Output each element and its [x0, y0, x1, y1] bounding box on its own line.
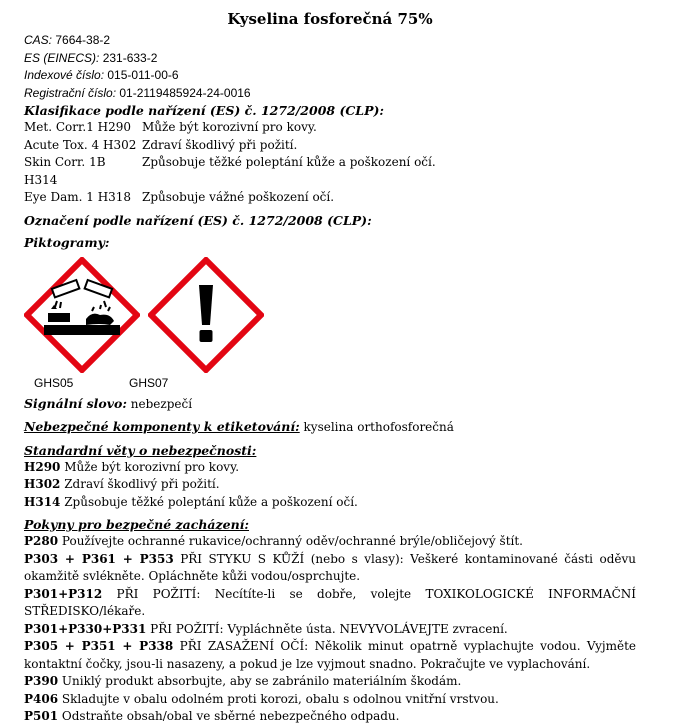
hazardous-components	[24, 418, 636, 437]
precaution-text: Uniklý produkt absorbujte, aby se zabránilo materiálním škodám.	[58, 674, 462, 688]
precaution-text: Používejte ochranné rukavice/ochranný oděv/ochranné brýle/obličejový štít.	[58, 534, 523, 548]
precaution-statement	[24, 691, 636, 709]
precaution-statement	[24, 533, 636, 551]
precaution-code: P501	[24, 709, 59, 723]
hazard-text: Může být korozivní pro kovy.	[60, 459, 240, 474]
id-cas-value: 7664-38-2	[52, 33, 111, 47]
precaution-text: PŘI STYKU S KŮŽÍ (nebo s vlasy): Veškeré kontaminované části oděvu okamžitě svlékněte. Opláchněte kůži vodou/osprchujte.	[24, 551, 636, 583]
id-einecs-value: 231-633-2	[99, 50, 158, 65]
exclamation-icon	[148, 257, 264, 373]
id-cas-key: CAS:	[24, 33, 53, 47]
precaution-statement	[24, 673, 636, 691]
pictogram-labels	[24, 376, 636, 390]
classification-row	[24, 189, 636, 207]
hazard-text: Zdraví škodlivý při požití.	[60, 477, 220, 491]
hazard-statement	[24, 459, 636, 477]
labelling-heading: Označení podle nařízení (ES) č. 1272/2008 (CLP):	[24, 212, 372, 228]
corrosion-icon	[24, 257, 140, 373]
pictograms-heading: Piktogramy:	[24, 234, 110, 250]
id-index	[24, 67, 636, 85]
components-value: kyselina orthofosforečná	[299, 420, 454, 434]
precaution-heading: Pokyny pro bezpečné zacházení:	[24, 517, 250, 532]
precaution-code: P305 + P351 + P338	[24, 639, 174, 653]
hazard-statement	[24, 494, 636, 512]
classification-text: Může být korozivní pro kovy.	[142, 120, 317, 134]
classification-code: Acute Tox. 4 H302	[24, 137, 137, 152]
id-cas	[24, 32, 636, 50]
classification-text: Způsobuje vážné poškození očí.	[142, 190, 335, 204]
hazard-code: H314	[24, 494, 61, 509]
signal-word	[24, 395, 636, 414]
precaution-text: PŘI POŽITÍ: Necítíte-li se dobře, volejte TOXIKOLOGICKÉ INFORMAČNÍ STŘEDISKO/lékaře.	[24, 586, 636, 618]
classification-heading: Klasifikace podle nařízení (ES) č. 1272/2008 (CLP):	[24, 103, 385, 118]
classification-text: Zdraví škodlivý při požití.	[142, 137, 298, 152]
hazard-statement	[24, 476, 636, 494]
id-registration	[24, 85, 636, 103]
precaution-text: PŘI ZASAŽENÍ OČÍ: Několik minut opatrně vyplachujte vodou. Vyjměte kontaktní čočky, jsou-li nasazeny, a pokud je lze vyjmout snadno. Pokračujte ve vyplachování.	[24, 639, 636, 671]
hazard-code: H290	[24, 459, 61, 474]
hazard-heading: Standardní věty o nebezpečnosti:	[24, 442, 257, 458]
pictogram-label-ghs07: GHS07	[129, 375, 169, 390]
precaution-code: P406	[24, 691, 59, 706]
classification-code: Skin Corr. 1B H314	[24, 155, 106, 187]
id-einecs	[24, 50, 636, 68]
classification-text: Způsobuje těžké poleptání kůže a poškození očí.	[142, 155, 436, 169]
signal-value: nebezpečí	[126, 396, 193, 411]
precaution-code: P301+P330+P331	[24, 621, 147, 636]
document-title: Kyselina fosforečná 75%	[227, 10, 433, 28]
precaution-statement	[24, 586, 636, 621]
classification-code: Met. Corr.1 H290	[24, 120, 132, 134]
classification-row	[24, 154, 636, 189]
precaution-statement	[24, 638, 636, 673]
signal-heading: Signální slovo:	[24, 395, 127, 411]
precaution-text: Odstraňte obsah/obal ve sběrné nebezpečného odpadu.	[58, 709, 400, 723]
precaution-code: P303 + P361 + P353	[24, 551, 174, 566]
classification-row	[24, 137, 636, 155]
id-index-value: 015-011-00-6	[104, 68, 179, 82]
components-heading: Nebezpečné komponenty k etiketování:	[24, 419, 300, 434]
precaution-text: Skladujte v obalu odolném proti korozi, obalu s odolnou vnitřní vrstvou.	[58, 691, 499, 706]
id-registration-value: 01-2119485924-24-0016	[116, 85, 251, 100]
precaution-statement	[24, 551, 636, 586]
hazard-text: Způsobuje těžké poleptání kůže a poškození očí.	[60, 494, 358, 509]
classification-code: Eye Dam. 1 H318	[24, 190, 132, 204]
precaution-list	[24, 533, 636, 726]
precaution-code: P390	[24, 674, 59, 688]
label-document	[24, 10, 636, 726]
precaution-code: P280	[24, 534, 59, 548]
classification-table	[24, 119, 636, 207]
id-registration-key: Registrační číslo:	[24, 85, 117, 100]
hazard-list	[24, 459, 636, 512]
pictogram-row	[24, 257, 636, 373]
id-einecs-key: ES (EINECS):	[24, 50, 100, 65]
identifiers-block	[24, 32, 636, 102]
precaution-statement	[24, 621, 636, 639]
precaution-text: PŘI POŽITÍ: Vypláchněte ústa. NEVYVOLÁVEJTE zvracení.	[146, 621, 508, 636]
precaution-code: P301+P312	[24, 586, 103, 601]
hazard-code: H302	[24, 477, 61, 491]
id-index-key: Indexové číslo:	[24, 68, 105, 82]
pictogram-label-ghs05: GHS05	[34, 375, 74, 390]
precaution-statement	[24, 708, 636, 726]
classification-row	[24, 119, 636, 137]
